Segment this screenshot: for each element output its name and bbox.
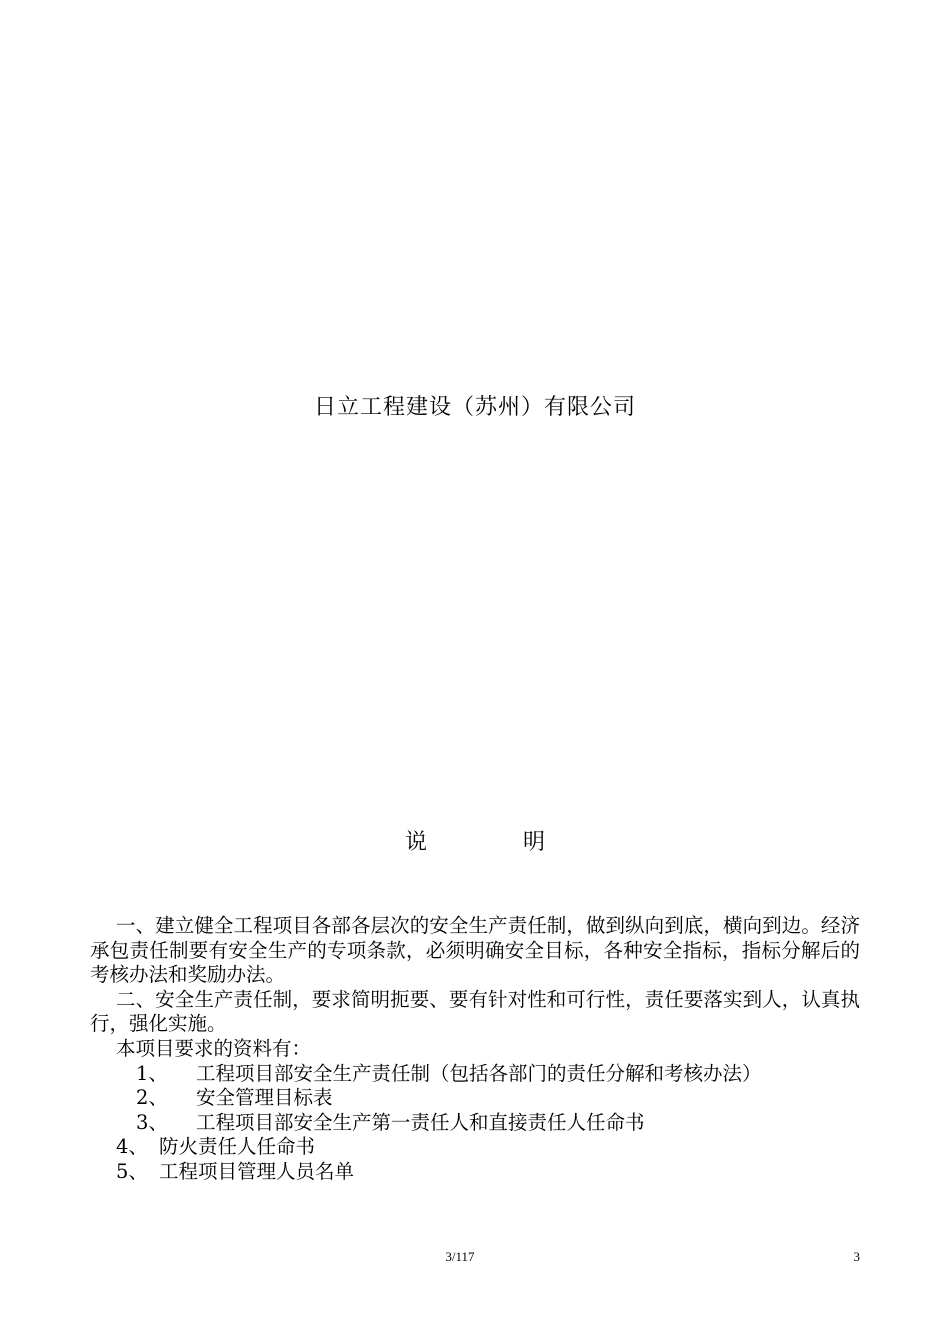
footer-page-number: 3 — [853, 1249, 860, 1264]
list-item — [90, 1111, 860, 1136]
list-item — [90, 1086, 860, 1111]
list-item-number: 3、 — [136, 1110, 168, 1134]
list-item-number: 4、 — [116, 1135, 148, 1159]
list-item — [90, 1135, 860, 1160]
list-item — [90, 1160, 860, 1185]
section-heading — [0, 828, 950, 858]
heading-char-2: 明 — [523, 830, 546, 855]
list-item-text: 工程项目部安全生产责任制（包括各部门的责任分解和考核办法） — [196, 1061, 762, 1085]
paragraph-2: 二、安全生产责任制，要求简明扼要、要有针对性和可行性，责任要落实到人，认真执行，强化实施。 — [90, 987, 860, 1036]
list-item-number: 2、 — [136, 1086, 168, 1110]
heading-char-1: 说 — [404, 830, 427, 855]
list-item-text: 工程项目部安全生产第一责任人和直接责任人任命书 — [196, 1110, 645, 1134]
list-item-text: 工程项目管理人员名单 — [159, 1159, 355, 1183]
document-body — [90, 914, 860, 1185]
list-item-text: 防火责任人任命书 — [159, 1135, 316, 1159]
list-item-number: 5、 — [116, 1159, 148, 1183]
list-item-text: 安全管理目标表 — [196, 1086, 333, 1110]
paragraph-1: 一、建立健全工程项目各部各层次的安全生产责任制，做到纵向到底，横向到边。经济承包责任制要有安全生产的专项条款，必须明确安全目标，各种安全指标，指标分解后的考核办法和奖励办法。 — [90, 914, 860, 987]
materials-intro: 本项目要求的资料有： — [116, 1036, 312, 1060]
company-title: 日立工程建设（苏州）有限公司 — [313, 395, 636, 420]
list-item — [90, 1062, 860, 1087]
list-item-number: 1、 — [136, 1061, 168, 1085]
footer-page-label: 3/117 — [445, 1249, 475, 1264]
